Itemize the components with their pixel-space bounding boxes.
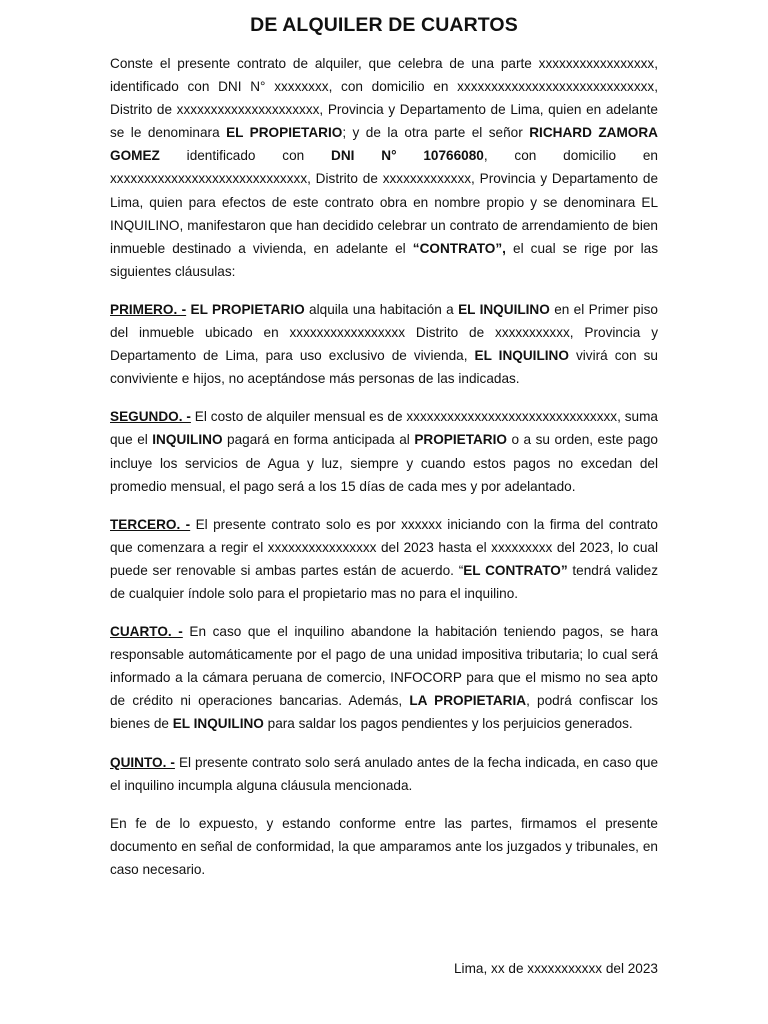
closing-paragraph: En fe de lo expuesto, y estando conforme entre las partes, firmamos el presente documento en señal de conformidad, la que amparamos ante los juzgados y tribunales, en caso necesario. (110, 815, 658, 877)
clause-cuarto-bold-2: EL INQUILINO (172, 716, 264, 732)
clause-cuarto-bold-1: LA PROPIETARIA (409, 693, 527, 709)
clause-tercero (110, 513, 658, 605)
clause-segundo-bold-1: INQUILINO (152, 432, 223, 448)
signoff-date: Lima, xx de xxxxxxxxxxx del 2023 (454, 961, 658, 976)
clause-cuarto-text-3: para saldar los pagos pendientes y los perjuicios generados. (263, 716, 633, 732)
clause-tercero-heading: TERCERO. - (110, 516, 191, 532)
clause-cuarto-text-1: En caso que el inquilino abandone la habitación teniendo pagos, se hara responsable automáticamente por el pago de una unidad impositiva tributaria; lo cual será informado a la cámara peruana de comercio, INFOCORP para que el mismo no sea apto de crédito ni operaciones bancarias. Además, (110, 624, 658, 709)
clause-cuarto-heading: CUARTO. - (110, 624, 183, 640)
clause-segundo-text-2: pagará en forma anticipada al (222, 432, 415, 448)
intro-bold-contrato: “CONTRATO”, (412, 240, 506, 256)
clause-primero-bold-2: EL INQUILINO (458, 301, 550, 317)
intro-bold-propietario: EL PROPIETARIO (226, 125, 343, 141)
clause-primero-heading: PRIMERO. - (110, 301, 187, 317)
intro-bold-tenant-name: RICHARD ZAMORA GOMEZ (110, 125, 659, 164)
clause-primero-bold-3: EL INQUILINO (474, 348, 569, 364)
clause-cuarto-text-2: , podrá confiscar los bienes de (110, 693, 658, 732)
clause-primero-bold-1: EL PROPIETARIO (190, 301, 305, 317)
clause-segundo-text-3: o a su orden, este pago incluye los servicios de Agua y luz, siempre y cuando estos pagos no excedan del promedio mensual, el pago será a los 15 días de cada mes y por adelantado. (110, 432, 658, 494)
document-title: DE ALQUILER DE CUARTOS (250, 14, 518, 36)
intro-text-3: identificado con (159, 148, 332, 164)
clause-primero (110, 298, 658, 390)
clause-segundo (110, 405, 658, 497)
intro-text-1: Conste el presente contrato de alquiler, que celebra de una parte xxxxxxxxxxxxxxxxx, identificado con DNI N° xxxxxxxx, con domicilio en xxxxxxxxxxxxxxxxxxxxxxxxxxxxx, Distrito de xxxxxxxxxxxxxxxxxxxxx, Provincia y Departamento de Lima, quien en adelante se le denominara (110, 56, 658, 141)
intro-bold-dni: DNI N° 10766080 (331, 148, 484, 164)
intro-text-2: ; y de la otra parte el señor (342, 125, 530, 141)
clause-quinto-heading: QUINTO. - (110, 754, 175, 770)
clause-primero-text-3: en el Primer piso del inmueble ubicado en xxxxxxxxxxxxxxxxx Distrito de xxxxxxxxxxx, Provincia y Departamento de Lima, para uso exclusivo de vivienda, (110, 301, 658, 364)
intro-paragraph (110, 52, 658, 283)
clause-tercero-bold-1: EL CONTRATO” (463, 562, 568, 578)
clause-segundo-bold-2: PROPIETARIO (414, 432, 507, 448)
clause-tercero-text-1: El presente contrato solo es por xxxxxx iniciando con la firma del contrato que comenzara a regir el xxxxxxxxxxxxxxxx del 2023 hasta el xxxxxxxxx del 2023, lo cual puede ser renovable si ambas partes están de acuerdo. “ (110, 516, 658, 578)
intro-text-5: el cual se rige por las siguientes cláusulas: (110, 240, 658, 279)
clause-segundo-heading: SEGUNDO. - (110, 409, 191, 425)
clause-quinto-text-1: El presente contrato solo será anulado antes de la fecha indicada, en caso que el inquilino incumpla alguna cláusula mencionada. (110, 754, 658, 793)
clause-tercero-text-2: tendrá validez de cualquier índole solo para el propietario mas no para el inquilino. (110, 562, 659, 601)
clause-cuarto (110, 620, 658, 735)
clause-primero-text-2: alquila una habitación a (304, 301, 459, 317)
clause-quinto (110, 751, 658, 797)
clause-segundo-text-1: El costo de alquiler mensual es de xxxxxxxxxxxxxxxxxxxxxxxxxxxxxxx, suma que el (110, 409, 658, 448)
contract-body (110, 52, 658, 896)
intro-text-4: , con domicilio en xxxxxxxxxxxxxxxxxxxxxxxxxxxxx, Distrito de xxxxxxxxxxxxx, Provincia y Departamento de Lima, quien para efectos de este contrato obra en nombre propio y se denominara EL INQUILINO, manifestaron que han decidido celebrar un contrato de arrendamiento de bien inmueble destinado a vivienda, en adelante el (110, 148, 658, 256)
clause-primero-text-4: vivirá con su conviviente e hijos, no aceptándose más personas de las indicadas. (110, 348, 658, 387)
